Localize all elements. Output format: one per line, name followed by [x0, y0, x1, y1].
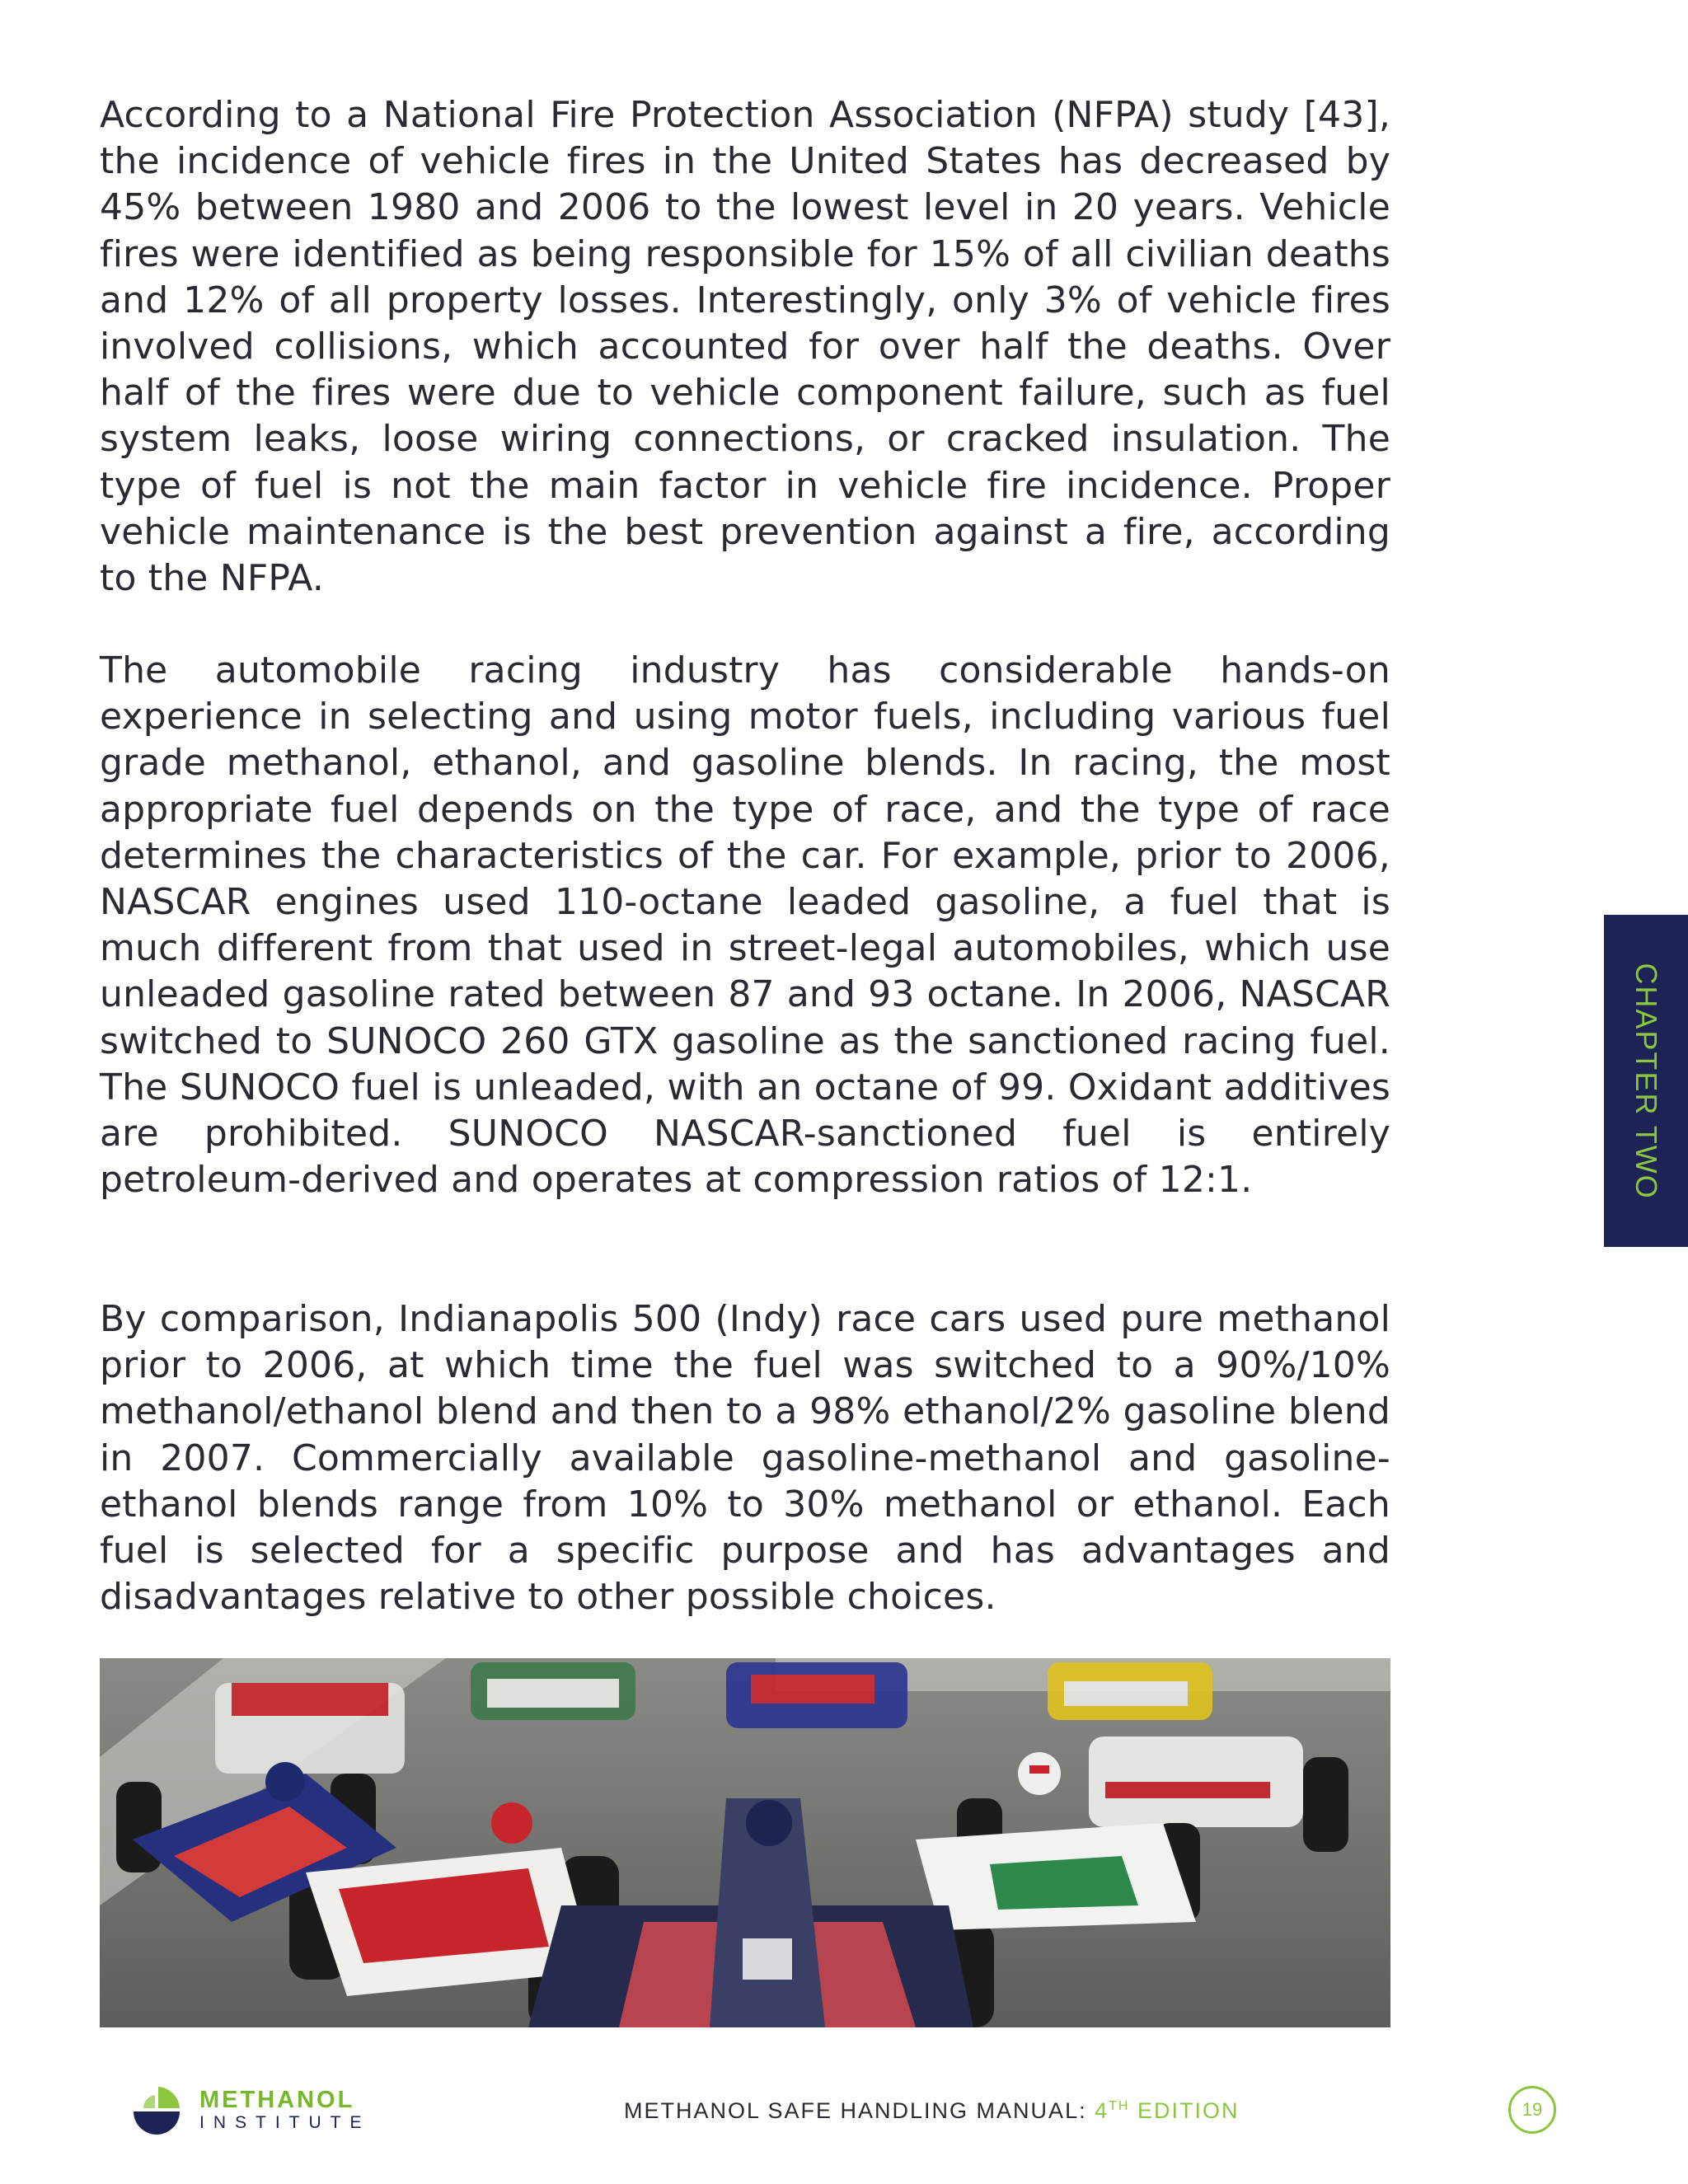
race-cars-photo: [100, 1658, 1390, 2027]
paragraph-1: According to a National Fire Protection Association (NFPA) study [43], the incidence of vehicle fires in the United States has decreased by 45% between 1980 and 2006 to the lowest level in 20 years. Vehicle fires were identified as being responsible for 15% of all civilian deaths and 12% of all property losses. Interestingly, only 3% of vehicle fires involved collisions, which accounted for over half the deaths. Over half of the fires were due to vehicle component failure, such as fuel system leaks, loose wiring connections, or cracked insulation. The type of fuel is not the main factor in vehicle fire incidence. Proper vehicle maintenance is the best prevention against a fire, according to the NFPA.: [100, 94, 1390, 600]
page-number: 19: [1508, 2086, 1556, 2134]
logo-word: METHANOL: [199, 2087, 355, 2113]
edition-number: 4: [1095, 2098, 1109, 2123]
paragraph-2: The automobile racing industry has considerable hands-on experience in selecting and using motor fuels, including various fuel grade methanol, ethanol, and gasoline blends. In racing, the most appropriate fuel depends on the type of race, and the type of race determines the characteristics of the car. For example, prior to 2006, NASCAR engines used 110-octane leaded gasoline, a fuel that is much different from that used in street-legal automobiles, which use unleaded gasoline rated between 87 and 93 octane. In 2006, NASCAR switched to SUNOCO 260 GTX gasoline as the sanctioned racing fuel. The SUNOCO fuel is unleaded, with an octane of 99. Oxidant additives are prohibited. SUNOCO NASCAR-sanctioned fuel is entirely petroleum-derived and operates at compression ratios of 12:1.: [100, 649, 1390, 1202]
edition-label: [1095, 2098, 1239, 2123]
paragraph-3: By comparison, Indianapolis 500 (Indy) race cars used pure methanol prior to 2006, at which time the fuel was switched to a 90%/10% methanol/ethanol blend and then to a 98% ethanol/2% gasoline blend in 2007. Commercially available gasoline-methanol and gasoline-ethanol blends range from 10% to 30% methanol or ethanol. Each fuel is selected for a specific purpose and has advantages and disadvantages relative to other possible choices.: [100, 1298, 1390, 1619]
manual-title: [624, 2098, 1239, 2124]
logo-mark-icon: [132, 2085, 181, 2135]
manual-title-text: METHANOL SAFE HANDLING MANUAL:: [624, 2098, 1095, 2123]
methanol-institute-logo: [132, 2085, 379, 2135]
edition-word: EDITION: [1129, 2098, 1240, 2123]
logo-subtitle: INSTITUTE: [199, 2113, 371, 2132]
chapter-tab-label: CHAPTER TWO: [1629, 962, 1663, 1200]
edition-suffix: TH: [1109, 2099, 1130, 2113]
chapter-tab: [1604, 915, 1688, 1247]
